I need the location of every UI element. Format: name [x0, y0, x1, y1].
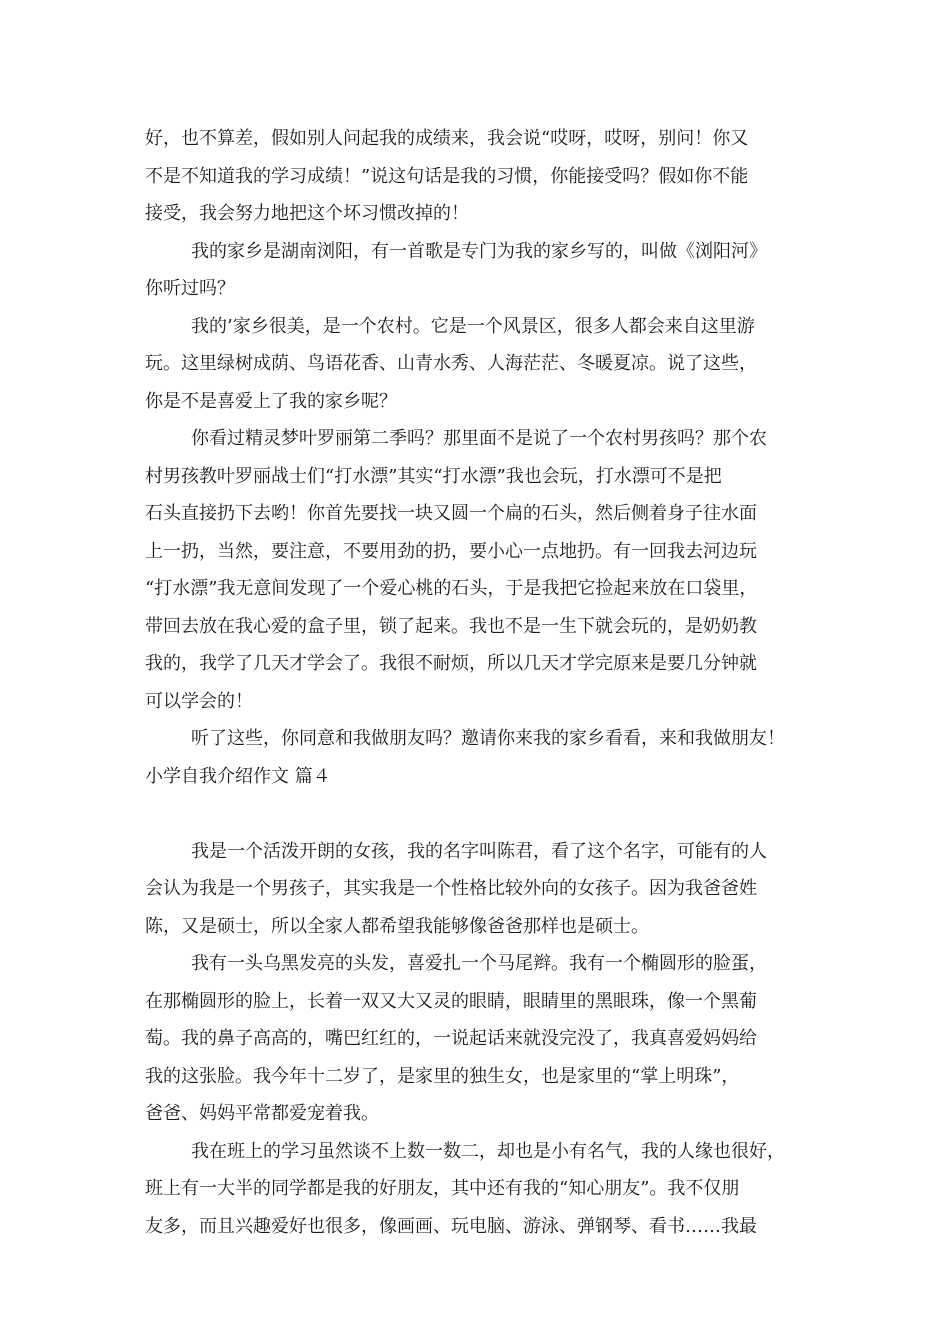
paragraph-hometown	[145, 233, 825, 308]
text-line: 我是一个活泼开朗的女孩，我的名字叫陈君，看了这个名字，可能有的人	[191, 840, 767, 862]
paragraph-name-intro	[145, 833, 825, 946]
text-line: 村男孩教叶罗丽战士们“打水漂”其实“打水漂”我也会玩，打水漂可不是把	[145, 465, 722, 487]
text-line: 在那椭圆形的脸上，长着一双又大又灵的眼睛，眼睛里的黑眼珠，像一个黑葡	[145, 990, 757, 1012]
text-line: 班上有一大半的同学都是我的好朋友，其中还有我的“知心朋友”。我不仅朋	[145, 1178, 740, 1199]
document-body	[145, 120, 825, 1245]
text-line: 我的’家乡很美，是一个农村。它是一个风景区，很多人都会来自这里游	[191, 315, 755, 337]
text-line: 友多，而且兴趣爱好也很多，像画画、玩电脑、游泳、弹钢琴、看书……我最	[145, 1215, 757, 1237]
text-line: 你是不是喜爱上了我的家乡呢？	[145, 390, 397, 412]
text-line: 不是不知道我的学习成绩！”说这句话是我的习惯，你能接受吗？假如你不能	[145, 165, 749, 187]
paragraph-village	[145, 308, 825, 421]
text-line: 我在班上的学习虽然谈不上数一数二，却也是小有名气，我的人缘也很好，	[191, 1140, 785, 1162]
text-line: 萄。我的鼻子高高的，嘴巴红红的，一说起话来就没完没了，我真喜爱妈妈给	[145, 1028, 757, 1049]
text-line: 好，也不算差，假如别人问起我的成绩来，我会说“哎呀，哎呀，别问！你又	[145, 128, 749, 149]
paragraph-stone-skipping	[145, 420, 825, 720]
paragraph-invitation	[145, 720, 825, 758]
text-line: 我的，我学了几天才学会了。我很不耐烦，所以几天才学完原来是要几分钟就	[145, 653, 757, 674]
blank-line	[145, 795, 825, 833]
text-line: 我的家乡是湖南浏阳，有一首歌是专门为我的家乡写的，叫做《浏阳河》	[191, 240, 767, 262]
paragraph-school	[145, 1133, 825, 1246]
text-line: 带回去放在我心爱的盒子里，锁了起来。我也不是一生下就会玩的，是奶奶教	[145, 615, 757, 637]
text-line: 我有一头乌黑发亮的头发，喜爱扎一个马尾辫。我有一个椭圆形的脸蛋，	[191, 953, 767, 974]
text-line: 会认为我是一个男孩子，其实我是一个性格比较外向的女孩子。因为我爸爸姓	[145, 878, 757, 899]
text-line: 石头直接扔下去哟！你首先要找一块又圆一个扁的石头，然后侧着身子往水面	[145, 503, 757, 524]
text-line: 陈，又是硕士，所以全家人都希望我能够像爸爸那样也是硕士。	[145, 915, 649, 937]
text-line: 听了这些，你同意和我做朋友吗？邀请你来我的家乡看看，来和我做朋友！	[191, 728, 785, 749]
paragraph-grades	[145, 120, 825, 233]
section-heading: 小学自我介绍作文 篇４	[145, 765, 331, 787]
paragraph-appearance	[145, 945, 825, 1133]
text-line: 上一扔，当然，要注意，不要用劲的扔，要小心一点地扔。有一回我去河边玩	[145, 540, 757, 562]
text-line: 玩。这里绿树成荫、鸟语花香、山青水秀、人海茫茫、冬暖夏凉。说了这些，	[145, 353, 757, 374]
text-line: 爸爸、妈妈平常都爱宠着我。	[145, 1103, 379, 1124]
text-line: 接受，我会努力地把这个坏习惯改掉的！	[145, 203, 469, 224]
text-line: “打水漂”我无意间发现了一个爱心桃的石头，于是我把它捡起来放在口袋里，	[145, 578, 758, 599]
text-line: 你听过吗？	[145, 278, 235, 299]
text-line: 你看过精灵梦叶罗丽第二季吗？那里面不是说了一个农村男孩吗？那个农	[191, 428, 767, 449]
text-line: 可以学会的！	[145, 690, 253, 712]
text-line: 我的这张脸。我今年十二岁了，是家里的独生女，也是家里的“掌上明珠”，	[145, 1065, 740, 1087]
